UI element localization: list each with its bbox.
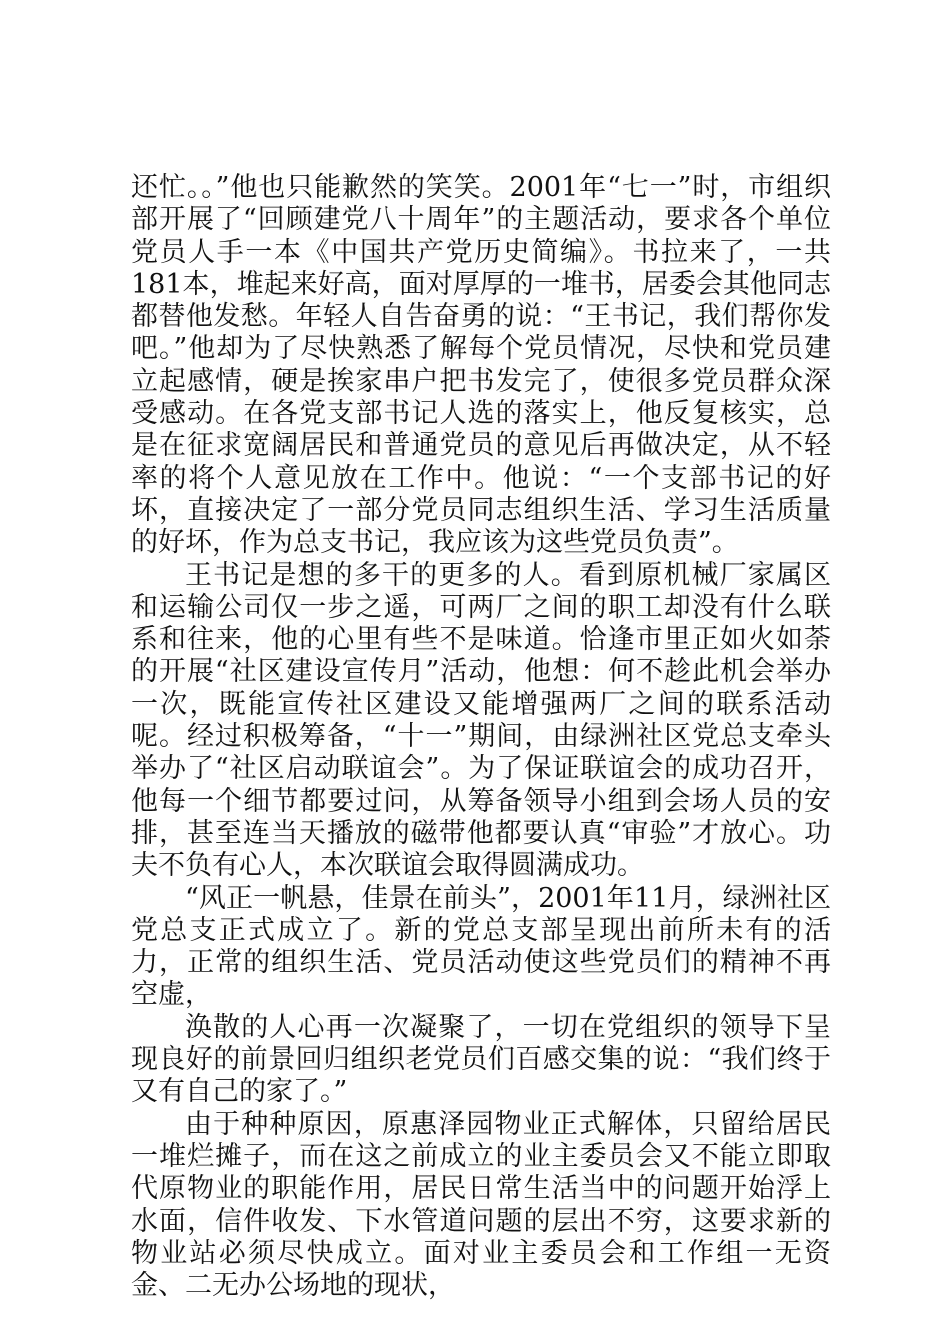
paragraph-3: “风正一帆悬，佳景在前头”，2001年11月，绿洲社区党总支正式成立了。新的党总支部呈现出前所未有的活力，正常的组织生活、党员活动使这些党员们的精神不再空虚， — [131, 882, 831, 1011]
paragraph-1: 还忙。。”他也只能歉然的笑笑。2001年“七一”时，市组织部开展了“回顾建党八十周年”的主题活动，要求各个单位党员人手一本《中国共产党历史简编》。书拉来了，一共181本，堆起来好高，面对厚厚的一堆书，居委会其他同志都替他发愁。年轻人自告奋勇的说：“王书记，我们帮你发吧。”他却为了尽快熟悉了解每个党员情况，尽快和党员建立起感情，硬是挨家串户把书发完了，使很多党员群众深受感动。在各党支部书记人选的落实上，他反复核实，总是在征求宽阔居民和普通党员的意见后再做决定，从不轻率的将个人意见放在工作中。他说：“一个支部书记的好坏，直接决定了一部分党员同志组织生活、学习生活质量的好坏，作为总支书记，我应该为这些党员负责”。 — [131, 172, 831, 559]
paragraph-2: 王书记是想的多干的更多的人。看到原机械厂家属区和运输公司仅一步之遥，可两厂之间的职工却没有什么联系和往来，他的心里有些不是味道。恰逢市里正如火如荼的开展“社区建设宣传月”活动，他想：何不趁此机会举办一次，既能宣传社区建设又能增强两厂之间的联系活动呢。经过积极筹备，“十一”期间，由绿洲社区党总支牵头举办了“社区启动联谊会”。为了保证联谊会的成功召开，他每一个细节都要过问，从筹备领导小组到会场人员的安排，甚至连当天播放的磁带他都要认真“审验”才放心。功夫不负有心人，本次联谊会取得圆满成功。 — [131, 559, 831, 882]
document-body — [131, 172, 831, 1302]
paragraph-4: 涣散的人心再一次凝聚了，一切在党组织的领导下呈现良好的前景回归组织老党员们百感交集的说：“我们终于又有自己的家了。” — [131, 1011, 831, 1108]
paragraph-5: 由于种种原因，原惠泽园物业正式解体，只留给居民一堆烂摊子，而在这之前成立的业主委员会又不能立即取代原物业的职能作用，居民日常生活当中的问题开始浮上水面，信件收发、下水管道问题的层出不穷，这要求新的物业站必须尽快成立。面对业主委员会和工作组一无资金、二无办公场地的现状， — [131, 1108, 831, 1302]
